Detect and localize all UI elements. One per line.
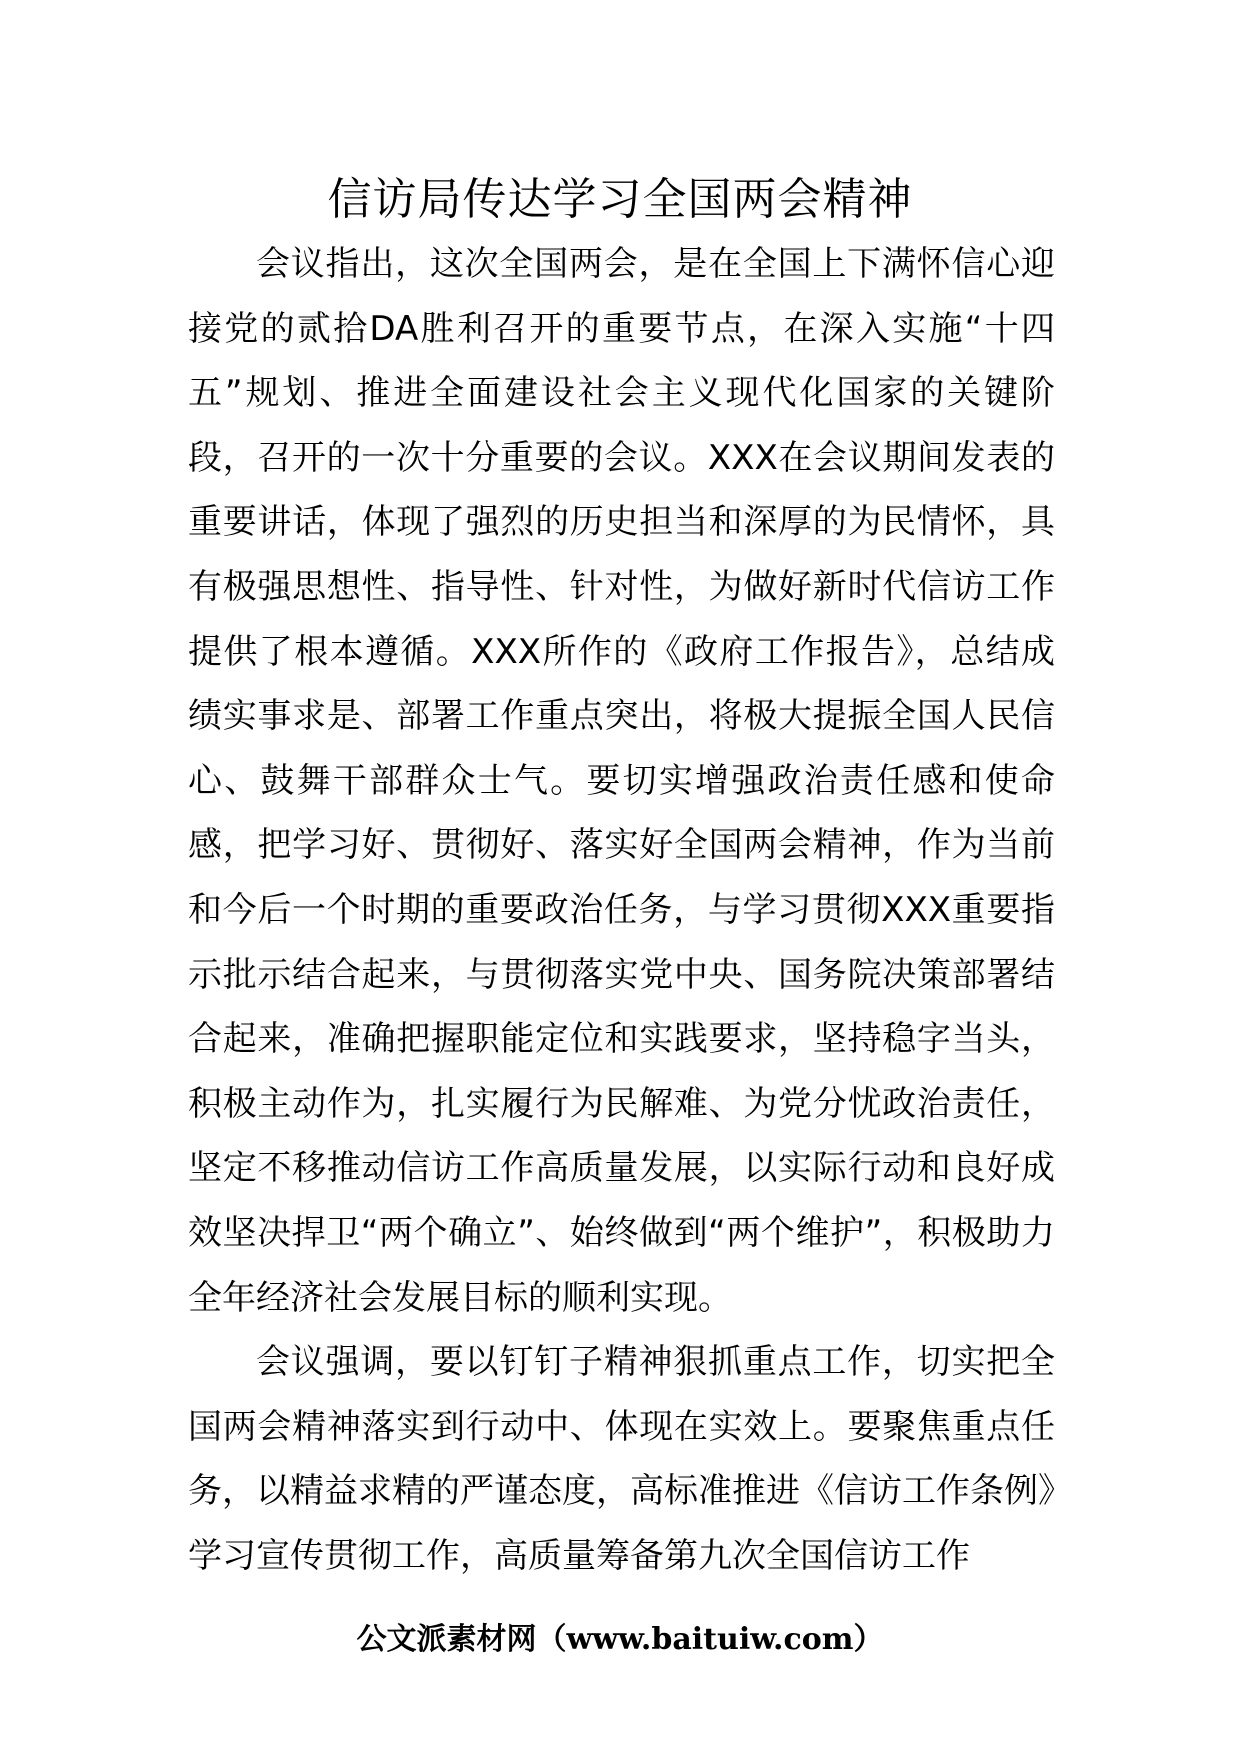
document-title: 信访局传达学习全国两会精神 — [327, 174, 913, 225]
document-body — [188, 232, 1055, 1588]
footer-watermark: 公文派素材网（www.baituiw.com） — [356, 1622, 884, 1657]
paragraph-1: 会议指出，这次全国两会，是在全国上下满怀信心迎接党的贰拾DA胜利召开的重要节点，在深入实施“十四五”规划、推进全面建设社会主义现代化国家的关键阶段，召开的一次十分重要的会议。XXX在会议期间发表的重要讲话，体现了强烈的历史担当和深厚的为民情怀，具有极强思想性、指导性、针对性，为做好新时代信访工作提供了根本遵循。XXX所作的《政府工作报告》，总结成绩实事求是、部署工作重点突出，将极大提振全国人民信心、鼓舞干部群众士气。要切实增强政治责任感和使命感，把学习好、贯彻好、落实好全国两会精神，作为当前和今后一个时期的重要政治任务，与学习贯彻XXX重要指示批示结合起来，与贯彻落实党中央、国务院决策部署结合起来，准确把握职能定位和实践要求，坚持稳字当头，积极主动作为，扎实履行为民解难、为党分忧政治责任，坚定不移推动信访工作高质量发展，以实际行动和良好成效坚决捍卫“两个确立”、始终做到“两个维护”，积极助力全年经济社会发展目标的顺利实现。 — [188, 244, 1055, 1318]
paragraph-2: 会议强调，要以钉钉子精神狠抓重点工作，切实把全国两会精神落实到行动中、体现在实效上。要聚焦重点任务，以精益求精的严谨态度，高标准推进《信访工作条例》学习宣传贯彻工作，高质量筹备第九次全国信访工作 — [188, 1342, 1055, 1576]
